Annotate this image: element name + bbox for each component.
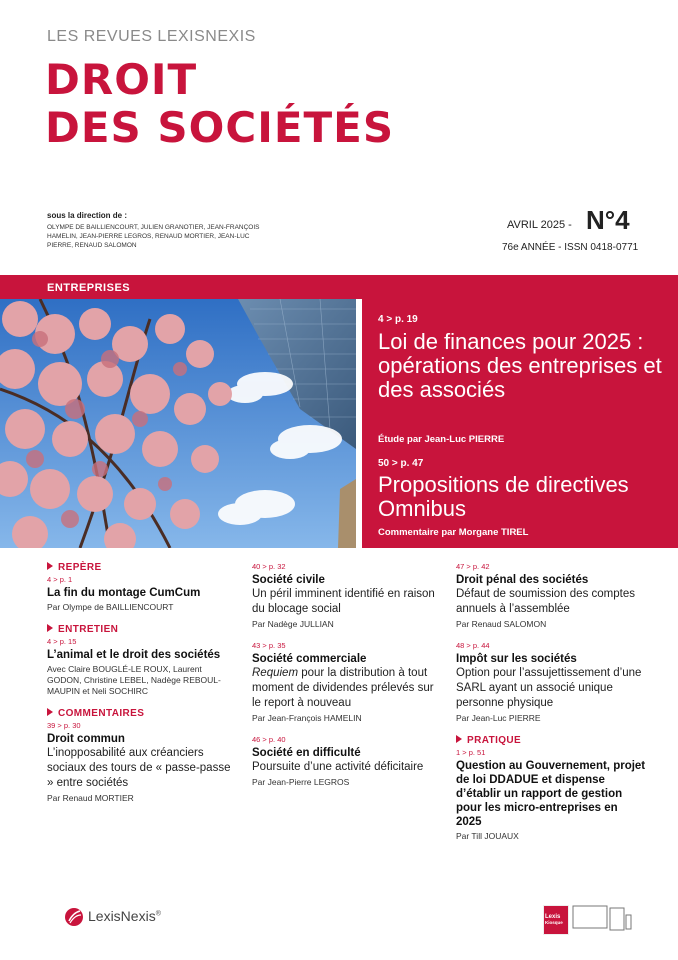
article-description: Poursuite d’une activité déficitaire	[252, 761, 424, 773]
lexisnexis-logo-icon	[64, 906, 84, 933]
journal-title-line1: DROIT	[45, 55, 198, 104]
article-author: Par Till JOUAUX	[456, 831, 519, 841]
triangle-bullet-icon	[47, 624, 53, 632]
article-title: Société civile	[252, 574, 325, 586]
article-description: Un péril imminent identifié en raison du blocage social	[252, 588, 435, 615]
article-title: L’animal et le droit des sociétés	[47, 649, 221, 661]
triangle-bullet-icon	[47, 562, 53, 570]
article-title: Impôt sur les sociétés	[456, 653, 577, 665]
cover-photo	[0, 299, 356, 548]
contents-column-3	[456, 562, 646, 853]
article-entry[interactable]	[456, 562, 646, 630]
direction-names: OLYMPE DE BAILLIENCOURT, JULIEN GRANOTIER, JEAN-FRANÇOIS HAMELIN, JEAN-PIERRE LEGROS, RENAUD MORTIER, JEAN-LUC PIERRE, RENAUD SALOMON	[47, 224, 260, 249]
article-author: Avec Claire BOUGLÉ-LE ROUX, Laurent GODON, Christine LEBEL, Nadège REBOUL-MAUPIN et Neli SOCHIRC	[47, 664, 221, 696]
page-ref: 48 > p. 44	[456, 641, 490, 650]
section-heading: COMMENTAIRES	[47, 708, 237, 719]
page-ref: 43 > p. 35	[252, 641, 286, 650]
article-title: Société en difficulté	[252, 747, 361, 759]
direction-label: sous la direction de :	[47, 211, 128, 220]
article-entry[interactable]	[252, 641, 442, 724]
article-description-emphasis: Requiem	[252, 667, 299, 679]
issue-date: AVRIL 2025 -	[507, 219, 572, 231]
devices-icon	[572, 905, 632, 938]
article-description: Option pour l’assujettissement d’une SARL ayant un associé unique personne physique	[456, 667, 642, 709]
feature-ref[interactable]: 50 > p. 47	[378, 458, 424, 469]
article-entry[interactable]	[47, 721, 237, 804]
article-author: Par Renaud MORTIER	[47, 793, 134, 803]
article-entry[interactable]	[47, 575, 237, 613]
article-entry[interactable]	[252, 562, 442, 630]
section-heading: REPÈRE	[47, 562, 237, 573]
article-description: Défaut de soumission des comptes annuels à l’assemblée	[456, 588, 635, 615]
journal-title-line2: DES SOCIÉTÉS	[45, 103, 395, 152]
article-author: Par Nadège JULLIAN	[252, 619, 334, 629]
article-author: Par Jean-Luc PIERRE	[456, 713, 541, 723]
article-entry[interactable]	[456, 748, 646, 842]
feature-ref[interactable]: 4 > p. 19	[378, 314, 418, 325]
page-ref: 4 > p. 1	[47, 575, 73, 584]
kiosk-label: Lexis Kiosque	[545, 914, 563, 925]
section-heading: ENTRETIEN	[47, 624, 237, 635]
feature-author: Commentaire par Morgane TIREL	[378, 527, 529, 538]
article-title: Droit pénal des sociétés	[456, 574, 589, 586]
series-name: LES REVUES LEXISNEXIS	[47, 28, 256, 45]
article-entry[interactable]	[252, 735, 442, 788]
section-heading: PRATIQUE	[456, 735, 646, 746]
article-entry[interactable]	[456, 641, 646, 724]
article-author: Par Jean-François HAMELIN	[252, 713, 362, 723]
page-ref: 1 > p. 51	[456, 748, 486, 757]
article-title: Question au Gouvernement, projet de loi DDADUE et dispense d’établir un rapport de gestion pour les micro-entreprises en 2025	[456, 760, 646, 828]
page-ref: 39 > p. 30	[47, 721, 81, 730]
issue-year-issn: 76e ANNÉE - ISSN 0418-0771	[502, 242, 639, 253]
page-ref: 46 > p. 40	[252, 735, 286, 744]
article-title: La fin du montage CumCum	[47, 587, 201, 599]
triangle-bullet-icon	[456, 735, 462, 743]
publisher-name: LexisNexis®	[88, 908, 161, 924]
category-label: ENTREPRISES	[47, 282, 131, 294]
article-description: Requiem pour la distribution à tout moment de dividendes prélevés sur le report à nouveau	[252, 667, 434, 709]
page-ref: 47 > p. 42	[456, 562, 490, 571]
article-author: Par Renaud SALOMON	[456, 619, 547, 629]
article-description: L’inopposabilité aux créanciers sociaux des tours de « passe-passe » entre sociétés	[47, 747, 231, 789]
article-title: Société commerciale	[252, 653, 367, 665]
triangle-bullet-icon	[47, 708, 53, 716]
article-author: Par Olympe de BAILLIENCOURT	[47, 602, 174, 612]
article-title: Droit commun	[47, 733, 125, 745]
issue-number: N°4	[586, 205, 630, 235]
feature-title[interactable]: Propositions de directives Omnibus	[378, 472, 629, 521]
page-ref: 4 > p. 15	[47, 637, 77, 646]
feature-panel	[362, 280, 678, 548]
article-entry[interactable]	[47, 637, 237, 697]
feature-author: Étude par Jean-Luc PIERRE	[378, 434, 505, 445]
article-author: Par Jean-Pierre LEGROS	[252, 777, 350, 787]
contents-column-2	[252, 562, 442, 799]
page-ref: 40 > p. 32	[252, 562, 286, 571]
feature-title[interactable]: Loi de finances pour 2025 : opérations des entreprises et des associés	[378, 329, 662, 402]
contents-column-1	[47, 562, 237, 815]
